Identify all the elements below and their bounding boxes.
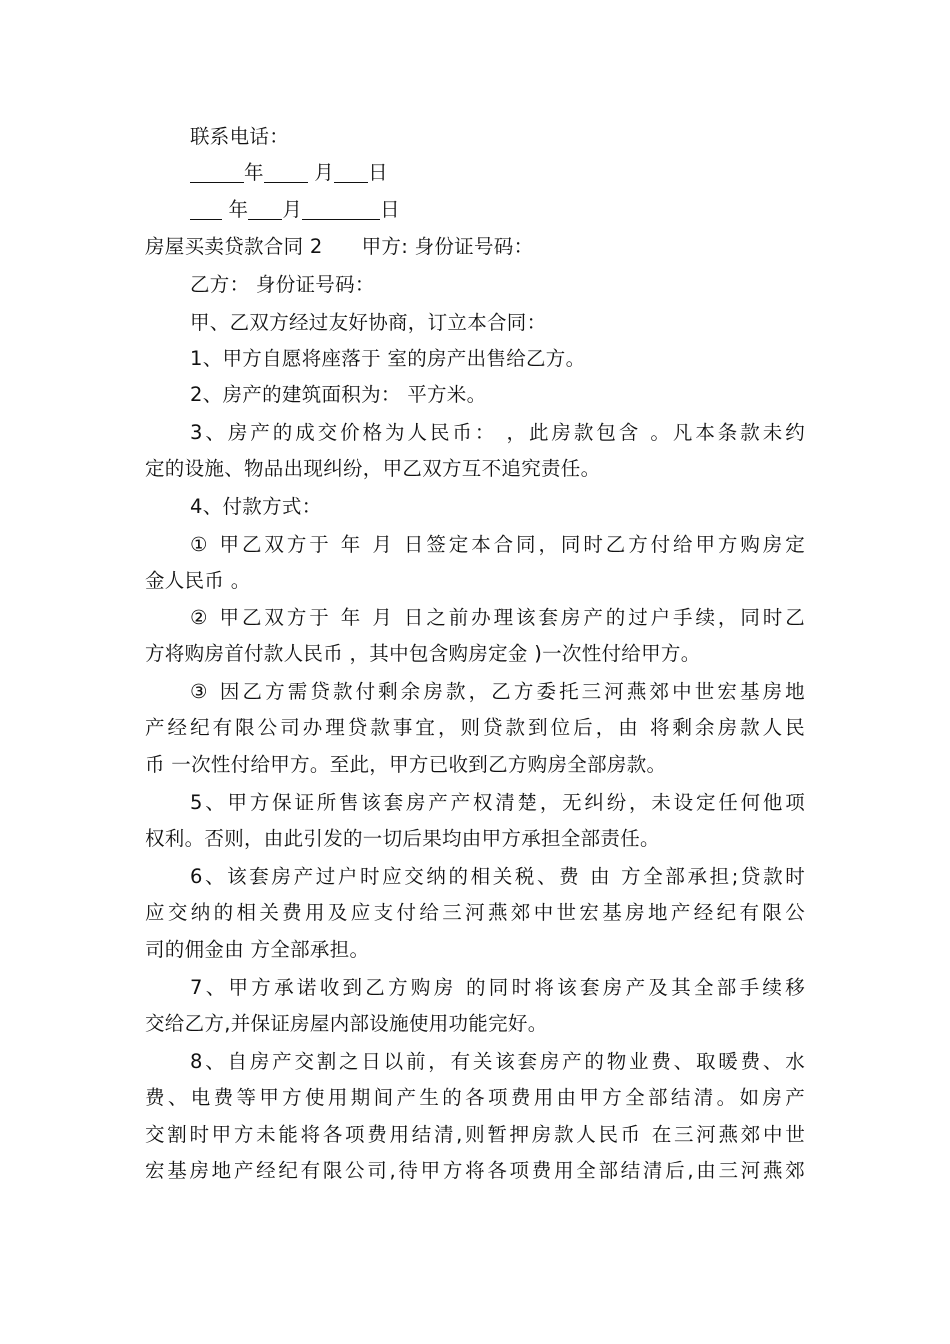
year-label: 年: [222, 198, 249, 221]
day-blank: [334, 162, 368, 183]
day-label: 日: [380, 198, 400, 221]
clause-8-line-3: 交割时甲方未能将各项费用结清,则暂押房款人民币 在三河燕郊中世: [145, 1123, 805, 1146]
clause-4: 4、付款方式：: [190, 495, 322, 518]
year-blank: [190, 162, 244, 183]
clause-8-line-2: 费、电费等甲方使用期间产生的各项费用由甲方全部结清。如房产: [145, 1086, 805, 1109]
clause-5-line-1: 5、甲方保证所售该套房产产权清楚，无纠纷，未设定任何他项: [190, 791, 805, 814]
clause-8-line-1: 8、自房产交割之日以前，有关该套房产的物业费、取暖费、水: [190, 1050, 805, 1073]
date-line-1: [190, 160, 850, 186]
clause-4-1-line-1: ① 甲乙双方于 年 月 日签定本合同，同时乙方付给甲方购房定: [190, 533, 805, 556]
clause-6-line-3: 司的佣金由 方全部承担。: [145, 938, 370, 961]
party-b-line: 乙方： 身份证号码：: [190, 273, 375, 296]
clause-3-line-1: 3、房产的成交价格为人民币： ，此房款包含 。凡本条款未约: [190, 421, 805, 444]
clause-1: 1、甲方自愿将座落于 室的房产出售给乙方。: [190, 347, 586, 370]
date-line-2: [190, 197, 850, 223]
clause-4-3-line-3: 币 一次性付给甲方。至此，甲方已收到乙方购房全部房款。: [145, 753, 667, 776]
contract-title-line: 房屋买卖贷款合同 2 甲方: 身份证号码：: [145, 235, 534, 258]
clause-6-line-2: 应交纳的相关费用及应支付给三河燕郊中世宏基房地产经纪有限公: [145, 901, 805, 924]
clause-4-2-line-1: ② 甲乙双方于 年 月 日之前办理该套房产的过户手续，同时乙: [190, 606, 805, 629]
month-blank: [248, 199, 282, 220]
clause-5-line-2: 权利。否则，由此引发的一切后果均由甲方承担全部责任。: [145, 827, 660, 850]
intro-line: 甲、乙双方经过友好协商，订立本合同：: [190, 311, 547, 334]
month-label: 月: [307, 161, 335, 184]
clause-3-line-2: 定的设施、物品出现纠纷，甲乙双方互不追究责任。: [145, 457, 601, 480]
year-label: 年: [244, 161, 264, 184]
clause-4-3-line-2: 产经纪有限公司办理贷款事宜，则贷款到位后，由 将剩余房款人民: [145, 716, 805, 739]
day-label: 日: [368, 161, 388, 184]
month-blank: [264, 162, 308, 183]
contact-phone-line: 联系电话：: [190, 125, 290, 148]
clause-4-1-line-2: 金人民币 。: [145, 569, 251, 592]
clause-7-line-1: 7、甲方承诺收到乙方购房 的同时将该套房产及其全部手续移: [190, 976, 805, 999]
clause-7-line-2: 交给乙方,并保证房屋内部设施使用功能完好。: [145, 1012, 548, 1035]
day-blank: [302, 199, 380, 220]
clause-4-2-line-2: 方将购房首付款人民币 ，其中包含购房定金 )一次性付给甲方。: [145, 642, 701, 665]
clause-4-3-line-1: ③ 因乙方需贷款付剩余房款，乙方委托三河燕郊中世宏基房地: [190, 680, 805, 703]
clause-8-line-4: 宏基房地产经纪有限公司,待甲方将各项费用全部结清后,由三河燕郊: [145, 1159, 805, 1182]
month-label: 月: [282, 198, 303, 221]
year-blank: [190, 199, 222, 220]
clause-2: 2、房产的建筑面积为： 平方米。: [190, 383, 487, 406]
clause-6-line-1: 6、该套房产过户时应交纳的相关税、费 由 方全部承担;贷款时: [190, 865, 805, 888]
